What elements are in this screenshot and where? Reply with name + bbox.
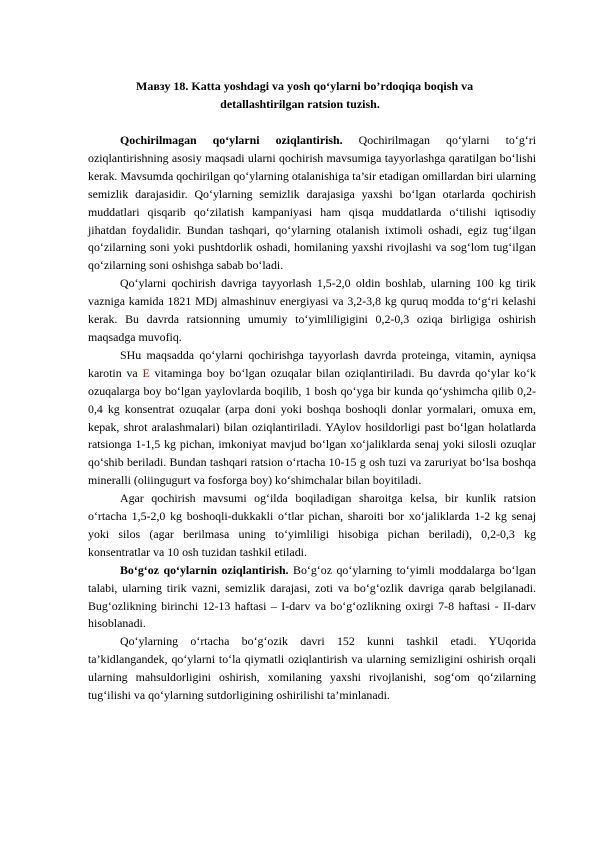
paragraph-text: Qo‘ylarni qochirish davriga tayyorlash 1,5-2,0 oldin boshlab, ularning 100 kg tirik vazniga kamida 1821 MDj almashinuv energiyasi va 3,2-3,8 kg quruq modda to‘g‘ri kelashi kerak. Bu davrda ratsionning umumiy to‘yimliligigini 0,2-0,3 oziqa birligiga oshirish maqsadga muvofiq. (88, 276, 536, 344)
page-title (80, 78, 520, 113)
highlighted-letter: E (142, 365, 150, 380)
paragraph-5 (88, 562, 536, 634)
paragraph-text: SHu maqsadda qo‘ylarni qochirishga tayyorlash davrda proteinga, vitamin, ayniqsa karotin va (88, 347, 536, 380)
paragraph-6 (88, 633, 536, 705)
title-line-1: Мавзу 18. Katta yoshdagi va yosh qo‘ylarni bo’rdoqiqa boqish va (136, 79, 474, 93)
paragraph-3 (88, 347, 536, 490)
paragraph-text: Agar qochirish mavsumi og‘ilda boqiladigan sharoitga kelsa, bir kunlik ratsion o‘rtacha 1,5-2,0 kg boshoqli-dukkakli o‘tlar pichan, sharoiti bor xo‘jaliklarda 1-2 kg senaj yoki silos (agar berilmasa uning to‘yimliligi hisobiga pichan beriladi), 0,2-0,3 kg konsentratlar va 10 osh tuzidan tashkil etiladi. (88, 491, 536, 559)
paragraph-4 (88, 490, 536, 562)
paragraph-text: Qochirilmagan qo‘ylarni to‘g‘ri oziqlantirishning asosiy maqsadi ularni qochirish mavsumiga tayyorlashga qaratilgan bo‘lishi kerak. Mavsumda qochirilgan qo‘ylarning otalanishiga ta’sir etadigan omillardan biri ularning semizlik darajasidir. Qo‘ylarning semizlik darajasiga yaxshi bo‘lgan otarlarda qochirish muddatlari qisqarib qo‘zilatish kampaniyasi ham qisqa muddatlarda o‘tilishi iqtisodiy jihatdan foydalidir. Bundan tashqari, qo‘ylarning otalanish ixtimoli oshadi, egiz tug‘ilgan qo‘zilarning soni yoki pushtdorlik oshadi, homilaning yaxshi rivojlashi va sog‘lom tug‘ilgan qo‘zilarning soni oshishga sabab bo‘ladi. (88, 133, 536, 273)
title-line-2: detallashtirilgan ratsion tuzish. (220, 96, 380, 111)
paragraph-text: Bo‘g‘oz qo‘ylarning to‘yimli moddalarga bo‘lgan talabi, ularning tirik vazni, semizlik darajasi, zoti va bo‘g‘ozlik davriga qarab belgilanadi. Bug‘ozlikning birinchi 12-13 haftasi – I-darv va bo‘g‘ozlikning oxirgi 7-8 haftasi - II-darv hisoblanadi. (88, 562, 536, 631)
paragraph-1 (88, 132, 536, 275)
paragraph-heading: Bo‘g‘oz qo‘ylarnin oziqlantirish. (120, 562, 289, 577)
paragraph-heading: Qochirilmagan qo‘ylarni oziqlantirish. (120, 133, 343, 147)
document-body (88, 132, 536, 705)
paragraph-text: vitaminga boy bo‘lgan ozuqalar bilan oziqlantiriladi. Bu davrda qo‘ylar ko‘k ozuqalarga boy bo‘lgan yaylovlarda boqilib, 1 bosh qo‘yga bir kunda qo‘yshimcha qilib 0,2-0,4 kg konsentrat ozuqalar (arpa doni yoki boshqa boshoqli donlar yormalari, omuxa em, kepak, shrot aralashmalari) bilan oziqlantiriladi. YAylov hosildorligi past bo‘lgan holatlarda ratsionga 1-1,5 kg pichan, imkoniyat mavjud bo‘lgan xo‘jaliklarda senaj yoki silosli ozuqlar qo‘shib beriladi. Bundan tashqari ratsion o‘rtacha 10-15 g osh tuzi va zaruriyat bo‘lsa boshqa mineralli (oliingugurt va fosforga boy) ko‘shimchalar bilan boyitiladi. (88, 365, 536, 488)
paragraph-2 (88, 275, 536, 347)
paragraph-text: Qo‘ylarning o‘rtacha bo‘g‘ozik davri 152 kunni tashkil etadi. YUqorida ta’kidlangandek, qo‘ylarni to‘la qiymatli oziqlantirish va ularning semizligini oshirish orqali ularning mahsuldorligini oshirish, xomilaning yaxshi rivojlanishi, sog‘om qo‘zilarning tug‘ilishi va qo‘ylarning sutdorligining oshirilishi ta’minlanadi. (88, 634, 536, 703)
